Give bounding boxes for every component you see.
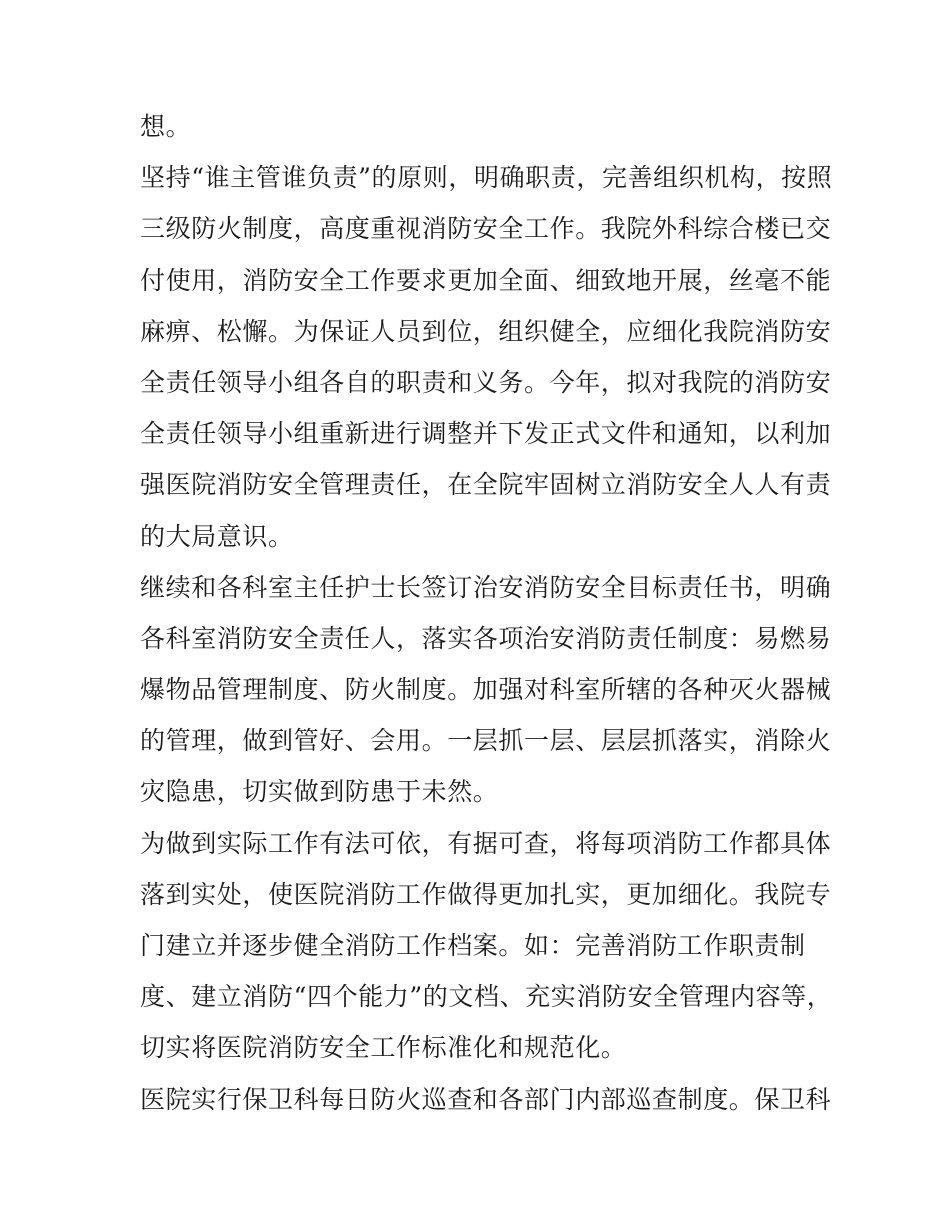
text-line: 灾隐患，切实做到防患于未然。 [140, 777, 499, 807]
text-line: 继续和各科室主任护士长签订治安消防安全目标责任书，明确 [140, 572, 832, 602]
text-line: 度、建立消防“四个能力”的文档、充实消防安全管理内容等， [140, 982, 833, 1012]
text-line: 全责任领导小组重新进行调整并下发正式文件和通知，以利加 [140, 419, 832, 449]
text-line: 门建立并逐步健全消防工作档案。如：完善消防工作职责制 [140, 931, 806, 960]
text-line: 全责任领导小组各自的职责和义务。今年，拟对我院的消防安 [140, 367, 832, 397]
text-line: 的大局意识。 [140, 521, 294, 551]
text-line: 坚持“谁主管谁负责”的原则，明确职责，完善组织机构，按照 [140, 163, 833, 193]
text-line: 各科室消防安全责任人，落实各项治安消防责任制度：易燃易 [140, 623, 832, 653]
document-body [140, 101, 833, 1125]
text-line: 想。 [140, 112, 192, 141]
text-line: 为做到实际工作有法可依，有据可查，将每项消防工作都具体 [140, 828, 832, 858]
text-line: 落到实处，使医院消防工作做得更加扎实，更加细化。我院专 [140, 879, 832, 909]
text-line: 付使用，消防安全工作要求更加全面、细致地开展，丝毫不能 [140, 265, 832, 295]
text-line: 医院实行保卫科每日防火巡查和各部门内部巡查制度。保卫科 [140, 1084, 832, 1114]
text-line: 爆物品管理制度、防火制度。加强对科室所辖的各种灭火器械 [140, 675, 832, 705]
text-line: 麻痹、松懈。为保证人员到位，组织健全，应细化我院消防安 [140, 316, 832, 346]
text-line: 三级防火制度，高度重视消防安全工作。我院外科综合楼已交 [140, 214, 832, 244]
text-line: 强医院消防安全管理责任，在全院牢固树立消防安全人人有责 [140, 470, 832, 500]
text-line: 切实将医院消防安全工作标准化和规范化。 [140, 1033, 627, 1063]
text-line: 的管理，做到管好、会用。一层抓一层、层层抓落实，消除火 [140, 726, 832, 756]
